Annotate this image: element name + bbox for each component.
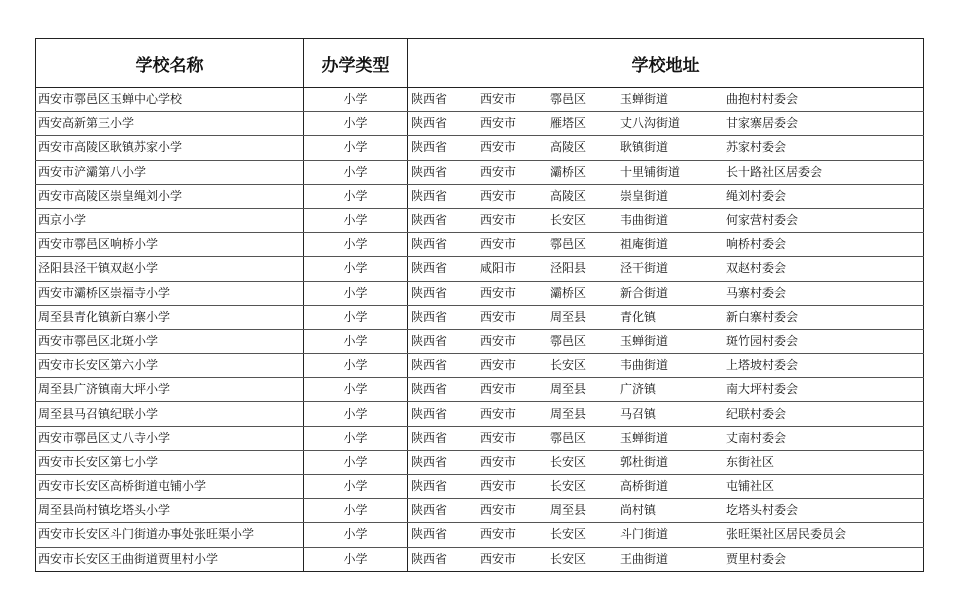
table-row <box>36 184 924 208</box>
school-table <box>35 38 924 572</box>
school-address-cell <box>408 402 924 426</box>
table-body <box>36 88 924 572</box>
school-address-cell <box>408 329 924 353</box>
header-school-address: 学校地址 <box>408 39 924 88</box>
address-province: 陕西省 <box>411 261 448 276</box>
header-school-name: 学校名称 <box>36 39 304 88</box>
address-district: 鄠邑区 <box>550 333 587 348</box>
address-street: 泾干街道 <box>620 261 669 276</box>
table-row <box>36 547 924 571</box>
address-province: 陕西省 <box>411 140 448 155</box>
address-city: 西安市 <box>480 237 517 252</box>
address-community: 南大坪村委会 <box>726 382 799 397</box>
address-street: 崇皇街道 <box>620 188 669 203</box>
school-address-cell <box>408 136 924 160</box>
address-district: 长安区 <box>550 479 587 494</box>
address-street: 耿镇街道 <box>620 140 669 155</box>
school-type-cell: 小学 <box>304 402 408 426</box>
address-district: 灞桥区 <box>550 285 587 300</box>
address-community: 丈南村委会 <box>726 430 787 445</box>
address-community: 贾里村委会 <box>726 551 787 566</box>
address-community: 新白寨村委会 <box>726 309 799 324</box>
school-address-cell <box>408 281 924 305</box>
address-district: 长安区 <box>550 551 587 566</box>
address-province: 陕西省 <box>411 503 448 518</box>
address-street: 韦曲街道 <box>620 213 669 228</box>
school-name-cell: 周至县尚村镇圪塔头小学 <box>36 499 304 523</box>
address-street: 韦曲街道 <box>620 358 669 373</box>
address-district: 高陵区 <box>550 140 587 155</box>
address-district: 灞桥区 <box>550 164 587 179</box>
school-type-cell: 小学 <box>304 426 408 450</box>
school-name-cell: 西安市浐灞第八小学 <box>36 160 304 184</box>
address-city: 西安市 <box>480 382 517 397</box>
school-type-cell: 小学 <box>304 88 408 112</box>
address-community: 曲抱村村委会 <box>726 92 799 107</box>
table-row <box>36 378 924 402</box>
table-row <box>36 136 924 160</box>
address-community: 圪塔头村委会 <box>726 503 799 518</box>
school-address-cell <box>408 208 924 232</box>
address-city: 西安市 <box>480 551 517 566</box>
school-name-cell: 西安市鄠邑区丈八寺小学 <box>36 426 304 450</box>
school-address-cell <box>408 112 924 136</box>
address-province: 陕西省 <box>411 92 448 107</box>
address-city: 咸阳市 <box>480 261 517 276</box>
school-type-cell: 小学 <box>304 136 408 160</box>
address-street: 广济镇 <box>620 382 657 397</box>
address-community: 马寨村委会 <box>726 285 787 300</box>
school-name-cell: 泾阳县泾干镇双赵小学 <box>36 257 304 281</box>
address-community: 响桥村委会 <box>726 237 787 252</box>
school-type-cell: 小学 <box>304 160 408 184</box>
school-type-cell: 小学 <box>304 499 408 523</box>
address-province: 陕西省 <box>411 285 448 300</box>
address-district: 长安区 <box>550 358 587 373</box>
school-address-cell <box>408 378 924 402</box>
address-province: 陕西省 <box>411 382 448 397</box>
school-address-cell <box>408 233 924 257</box>
school-address-cell <box>408 475 924 499</box>
address-district: 长安区 <box>550 213 587 228</box>
school-type-cell: 小学 <box>304 450 408 474</box>
table-row <box>36 354 924 378</box>
school-address-cell <box>408 88 924 112</box>
address-street: 新合街道 <box>620 285 669 300</box>
address-street: 郭杜街道 <box>620 454 669 469</box>
table-row <box>36 208 924 232</box>
address-city: 西安市 <box>480 188 517 203</box>
address-province: 陕西省 <box>411 358 448 373</box>
table-row <box>36 233 924 257</box>
school-name-cell: 西安高新第三小学 <box>36 112 304 136</box>
address-province: 陕西省 <box>411 406 448 421</box>
school-name-cell: 西安市长安区斗门街道办事处张旺渠小学 <box>36 523 304 547</box>
school-type-cell: 小学 <box>304 184 408 208</box>
school-name-cell: 西安市长安区第六小学 <box>36 354 304 378</box>
address-community: 苏家村委会 <box>726 140 787 155</box>
school-table-sheet <box>35 38 923 570</box>
school-address-cell <box>408 499 924 523</box>
address-street: 尚村镇 <box>620 503 657 518</box>
school-name-cell: 周至县广济镇南大坪小学 <box>36 378 304 402</box>
address-district: 周至县 <box>550 503 587 518</box>
school-type-cell: 小学 <box>304 305 408 329</box>
address-province: 陕西省 <box>411 237 448 252</box>
school-name-cell: 周至县马召镇纪联小学 <box>36 402 304 426</box>
school-type-cell: 小学 <box>304 475 408 499</box>
address-district: 雁塔区 <box>550 116 587 131</box>
school-type-cell: 小学 <box>304 329 408 353</box>
school-type-cell: 小学 <box>304 112 408 136</box>
address-city: 西安市 <box>480 333 517 348</box>
school-name-cell: 西安市鄠邑区北斑小学 <box>36 329 304 353</box>
address-province: 陕西省 <box>411 551 448 566</box>
address-district: 长安区 <box>550 454 587 469</box>
address-province: 陕西省 <box>411 454 448 469</box>
address-city: 西安市 <box>480 309 517 324</box>
table-row <box>36 402 924 426</box>
address-community: 张旺渠社区居民委员会 <box>726 527 847 542</box>
address-street: 丈八沟街道 <box>620 116 681 131</box>
school-name-cell: 西安市高陵区耿镇苏家小学 <box>36 136 304 160</box>
school-address-cell <box>408 257 924 281</box>
address-province: 陕西省 <box>411 309 448 324</box>
address-street: 玉蝉街道 <box>620 92 669 107</box>
school-name-cell: 西安市高陵区崇皇绳刘小学 <box>36 184 304 208</box>
address-street: 玉蝉街道 <box>620 430 669 445</box>
address-street: 祖庵街道 <box>620 237 669 252</box>
school-name-cell: 西安市鄠邑区玉蝉中心学校 <box>36 88 304 112</box>
school-name-cell: 西安市灞桥区崇福寺小学 <box>36 281 304 305</box>
address-community: 纪联村委会 <box>726 406 787 421</box>
address-province: 陕西省 <box>411 333 448 348</box>
school-name-cell: 西安市鄠邑区响桥小学 <box>36 233 304 257</box>
table-row <box>36 88 924 112</box>
address-province: 陕西省 <box>411 213 448 228</box>
address-community: 斑竹园村委会 <box>726 333 799 348</box>
school-type-cell: 小学 <box>304 233 408 257</box>
address-district: 周至县 <box>550 406 587 421</box>
table-row <box>36 475 924 499</box>
table-row <box>36 257 924 281</box>
table-row <box>36 305 924 329</box>
header-school-type: 办学类型 <box>304 39 408 88</box>
address-district: 鄠邑区 <box>550 237 587 252</box>
address-city: 西安市 <box>480 430 517 445</box>
school-address-cell <box>408 450 924 474</box>
school-type-cell: 小学 <box>304 257 408 281</box>
address-city: 西安市 <box>480 406 517 421</box>
school-name-cell: 西安市长安区高桥街道屯铺小学 <box>36 475 304 499</box>
school-name-cell: 西安市长安区第七小学 <box>36 450 304 474</box>
address-district: 高陵区 <box>550 188 587 203</box>
address-district: 泾阳县 <box>550 261 587 276</box>
address-province: 陕西省 <box>411 430 448 445</box>
address-province: 陕西省 <box>411 527 448 542</box>
address-province: 陕西省 <box>411 116 448 131</box>
table-row <box>36 281 924 305</box>
school-address-cell <box>408 184 924 208</box>
address-street: 十里铺街道 <box>620 164 681 179</box>
school-type-cell: 小学 <box>304 378 408 402</box>
address-district: 鄠邑区 <box>550 92 587 107</box>
address-city: 西安市 <box>480 140 517 155</box>
address-city: 西安市 <box>480 358 517 373</box>
school-address-cell <box>408 305 924 329</box>
address-city: 西安市 <box>480 116 517 131</box>
address-community: 绳刘村委会 <box>726 188 787 203</box>
address-community: 双赵村委会 <box>726 261 787 276</box>
address-district: 鄠邑区 <box>550 430 587 445</box>
address-city: 西安市 <box>480 92 517 107</box>
address-community: 长十路社区居委会 <box>726 164 823 179</box>
school-address-cell <box>408 160 924 184</box>
address-city: 西安市 <box>480 479 517 494</box>
address-street: 斗门街道 <box>620 527 669 542</box>
address-community: 屯铺社区 <box>726 479 775 494</box>
school-address-cell <box>408 523 924 547</box>
address-street: 青化镇 <box>620 309 657 324</box>
school-address-cell <box>408 547 924 571</box>
table-row <box>36 426 924 450</box>
address-street: 玉蝉街道 <box>620 333 669 348</box>
address-street: 马召镇 <box>620 406 657 421</box>
address-province: 陕西省 <box>411 188 448 203</box>
address-community: 何家营村委会 <box>726 213 799 228</box>
address-city: 西安市 <box>480 454 517 469</box>
address-community: 甘家寨居委会 <box>726 116 799 131</box>
address-district: 周至县 <box>550 382 587 397</box>
school-address-cell <box>408 426 924 450</box>
address-city: 西安市 <box>480 285 517 300</box>
school-type-cell: 小学 <box>304 547 408 571</box>
address-province: 陕西省 <box>411 479 448 494</box>
school-name-cell: 周至县青化镇新白寨小学 <box>36 305 304 329</box>
school-type-cell: 小学 <box>304 208 408 232</box>
address-district: 长安区 <box>550 527 587 542</box>
address-community: 东街社区 <box>726 454 775 469</box>
address-city: 西安市 <box>480 164 517 179</box>
table-row <box>36 499 924 523</box>
address-community: 上塔坡村委会 <box>726 358 799 373</box>
school-type-cell: 小学 <box>304 281 408 305</box>
school-type-cell: 小学 <box>304 523 408 547</box>
address-province: 陕西省 <box>411 164 448 179</box>
address-city: 西安市 <box>480 503 517 518</box>
address-district: 周至县 <box>550 309 587 324</box>
table-row <box>36 160 924 184</box>
address-street: 高桥街道 <box>620 479 669 494</box>
table-row <box>36 523 924 547</box>
school-name-cell: 西安市长安区王曲街道贾里村小学 <box>36 547 304 571</box>
address-street: 王曲街道 <box>620 551 669 566</box>
school-type-cell: 小学 <box>304 354 408 378</box>
address-city: 西安市 <box>480 527 517 542</box>
address-city: 西安市 <box>480 213 517 228</box>
table-row <box>36 329 924 353</box>
table-row <box>36 112 924 136</box>
school-name-cell: 西京小学 <box>36 208 304 232</box>
school-address-cell <box>408 354 924 378</box>
table-row <box>36 450 924 474</box>
header-row <box>36 39 924 88</box>
